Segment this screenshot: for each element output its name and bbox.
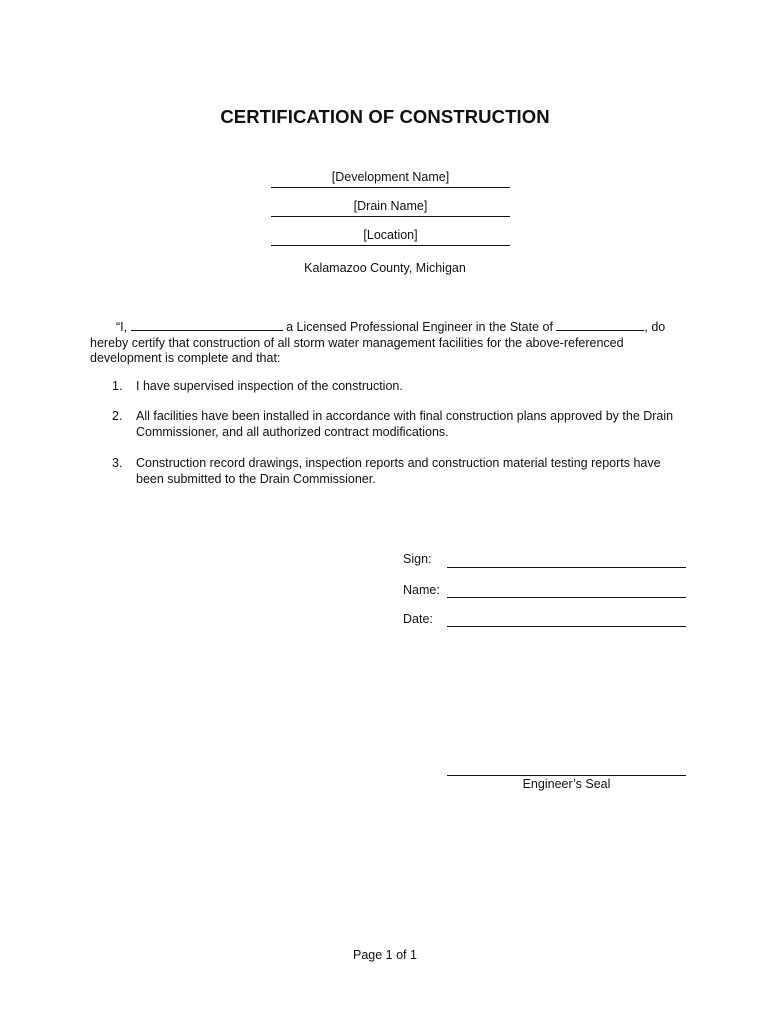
name-line[interactable] (447, 597, 686, 598)
certification-line-2: hereby certify that construction of all storm water management facilities for the above-referenced (90, 335, 624, 350)
list-item-line: been submitted to the Drain Commissioner. (136, 471, 376, 486)
list-item (136, 456, 696, 487)
certification-paragraph (90, 319, 685, 367)
list-item (136, 379, 696, 395)
seal-line (447, 775, 686, 776)
list-item-number: 2. (112, 409, 123, 423)
document-title: CERTIFICATION OF CONSTRUCTION (220, 106, 550, 127)
certification-line-3: development is complete and that: (90, 351, 281, 365)
list-item-number: 3. (112, 456, 123, 470)
certification-part-1: “I, (116, 320, 128, 334)
name-label: Name: (403, 583, 440, 597)
certification-part-2: a Licensed Professional Engineer in the State of (286, 320, 553, 334)
state-blank (556, 319, 644, 331)
location-field: [Location] (271, 228, 510, 246)
sign-label: Sign: (403, 552, 432, 566)
engineer-seal-label: Engineer’s Seal (522, 777, 611, 791)
list-item-number: 1. (112, 379, 123, 393)
list-item (136, 409, 696, 440)
development-name-field: [Development Name] (271, 170, 510, 188)
drain-name-field: [Drain Name] (271, 199, 510, 217)
date-label: Date: (403, 612, 433, 626)
list-item-line: Construction record drawings, inspection reports and construction material testing reports have (136, 456, 661, 470)
certification-part-3: , do (644, 320, 666, 334)
certification-line-1 (90, 319, 685, 336)
list-item-line: Commissioner, and all authorized contract modifications. (136, 424, 449, 439)
engineer-name-blank (131, 319, 283, 331)
page-number: Page 1 of 1 (353, 948, 417, 962)
list-item-line: I have supervised inspection of the construction. (136, 379, 403, 393)
date-line[interactable] (447, 626, 686, 627)
sign-line[interactable] (447, 567, 686, 568)
county-text: Kalamazoo County, Michigan (304, 261, 466, 275)
list-item-line: All facilities have been installed in accordance with final construction plans approved by the Drain (136, 409, 674, 423)
